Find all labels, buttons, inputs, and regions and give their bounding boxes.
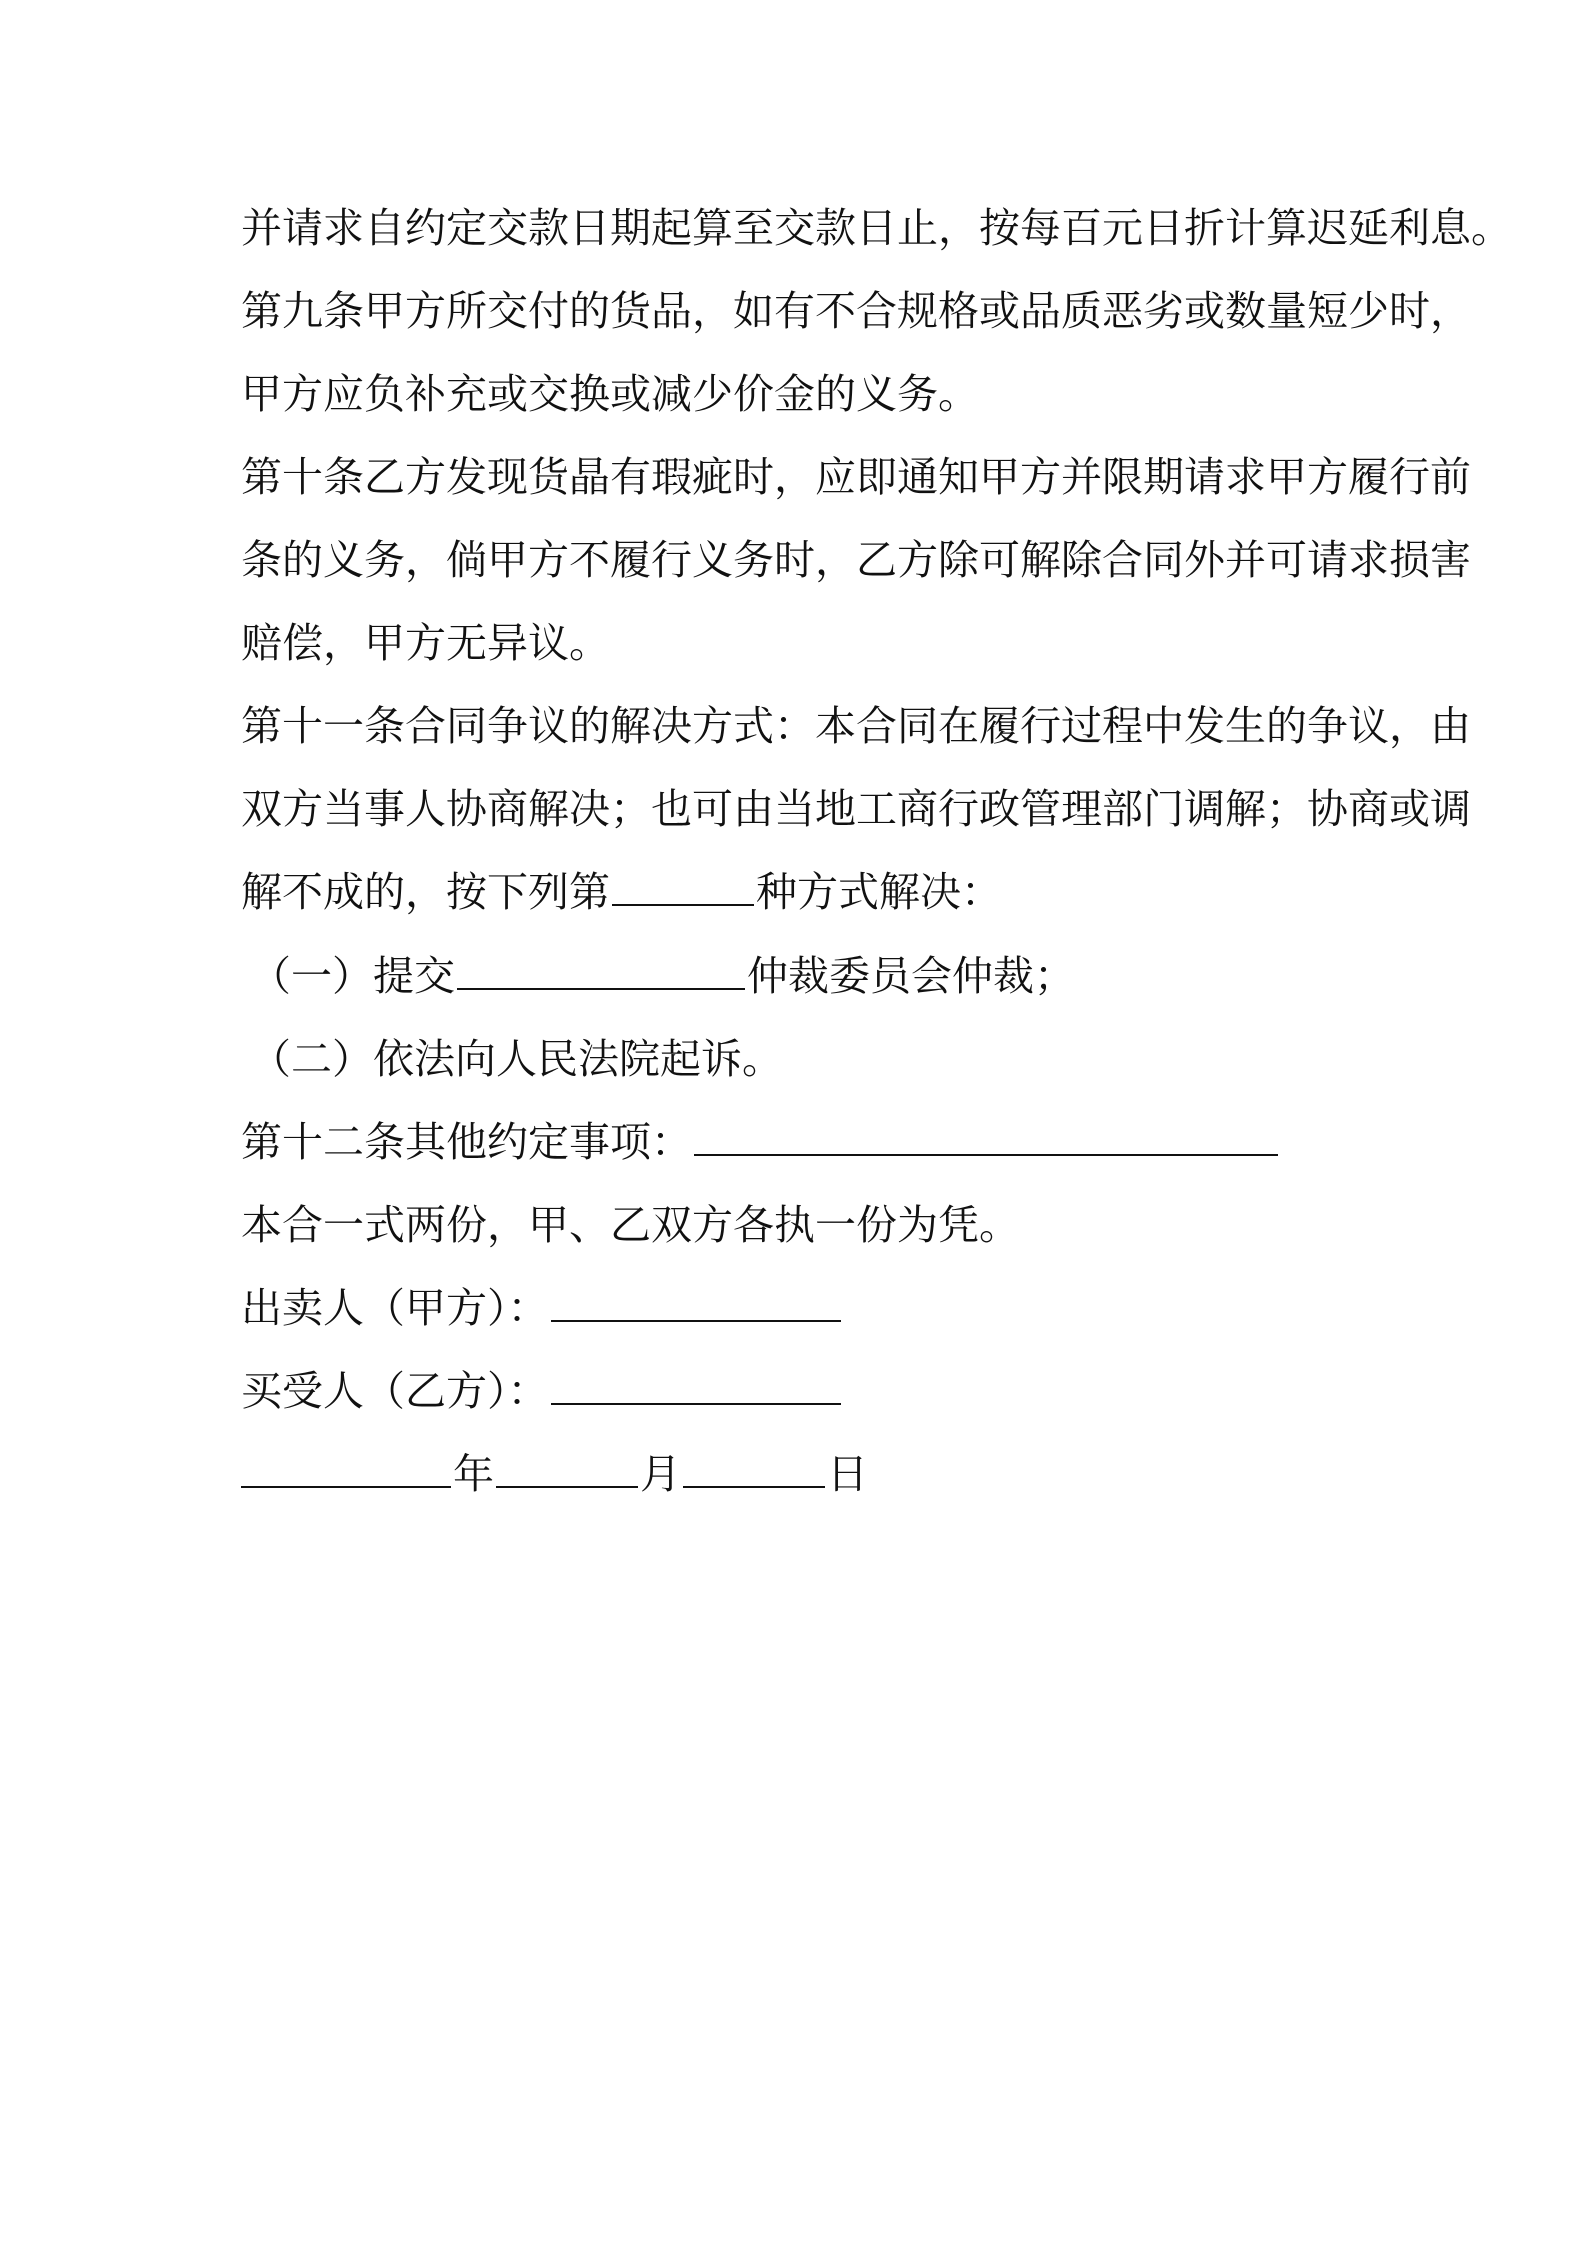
text-line-9	[241, 866, 1002, 918]
text-line-7: 第十一条合同争议的解决方式：本合同在履行过程中发生的争议，由	[241, 702, 1471, 750]
buyer-signature-line	[241, 1365, 843, 1417]
option1-after: 仲裁委员会仲裁；	[747, 952, 1075, 1000]
month-label: 月	[640, 1450, 681, 1498]
line9-before: 解不成的，按下列第	[241, 868, 610, 916]
seller-signature-blank	[551, 1286, 841, 1322]
arbitration-commission-blank	[457, 954, 745, 990]
text-line-3: 甲方应负补充或交换或减少价金的义务。	[241, 370, 979, 418]
text-line-8: 双方当事人协商解决；也可由当地工商行政管理部门调解；协商或调	[241, 785, 1471, 833]
text-line-1: 并请求自约定交款日期起算至交款日止，按每百元日折计算迟延利息。	[241, 204, 1512, 252]
option1-before: （一）提交	[250, 952, 455, 1000]
year-label: 年	[453, 1450, 494, 1498]
seller-signature-line	[241, 1282, 843, 1334]
buyer-signature-blank	[551, 1369, 841, 1405]
copies-statement: 本合一式两份，甲、乙双方各执一份为凭。	[241, 1201, 1020, 1249]
text-line-6: 赔偿，甲方无异议。	[241, 619, 610, 667]
line9-after: 种方式解决：	[756, 868, 1002, 916]
buyer-label: 买受人（乙方）：	[241, 1367, 549, 1415]
text-line-5: 条的义务，倘甲方不履行义务时，乙方除可解除合同外并可请求损害	[241, 536, 1471, 584]
method-choice-blank	[612, 870, 754, 906]
year-blank	[241, 1452, 451, 1488]
day-label: 日	[827, 1450, 868, 1498]
text-line-2: 第九条甲方所交付的货品，如有不合规格或品质恶劣或数量短少时，	[241, 287, 1471, 335]
clause12-label: 第十二条其他约定事项：	[241, 1118, 692, 1166]
other-terms-blank	[694, 1120, 1278, 1156]
day-blank	[683, 1452, 825, 1488]
option-arbitration	[250, 950, 1075, 1002]
date-line	[241, 1448, 868, 1500]
month-blank	[496, 1452, 638, 1488]
clause-12	[241, 1116, 1280, 1168]
option-litigation: （二）依法向人民法院起诉。	[250, 1035, 783, 1083]
seller-label: 出卖人（甲方）：	[241, 1284, 549, 1332]
text-line-4: 第十条乙方发现货晶有瑕疵时，应即通知甲方并限期请求甲方履行前	[241, 453, 1471, 501]
